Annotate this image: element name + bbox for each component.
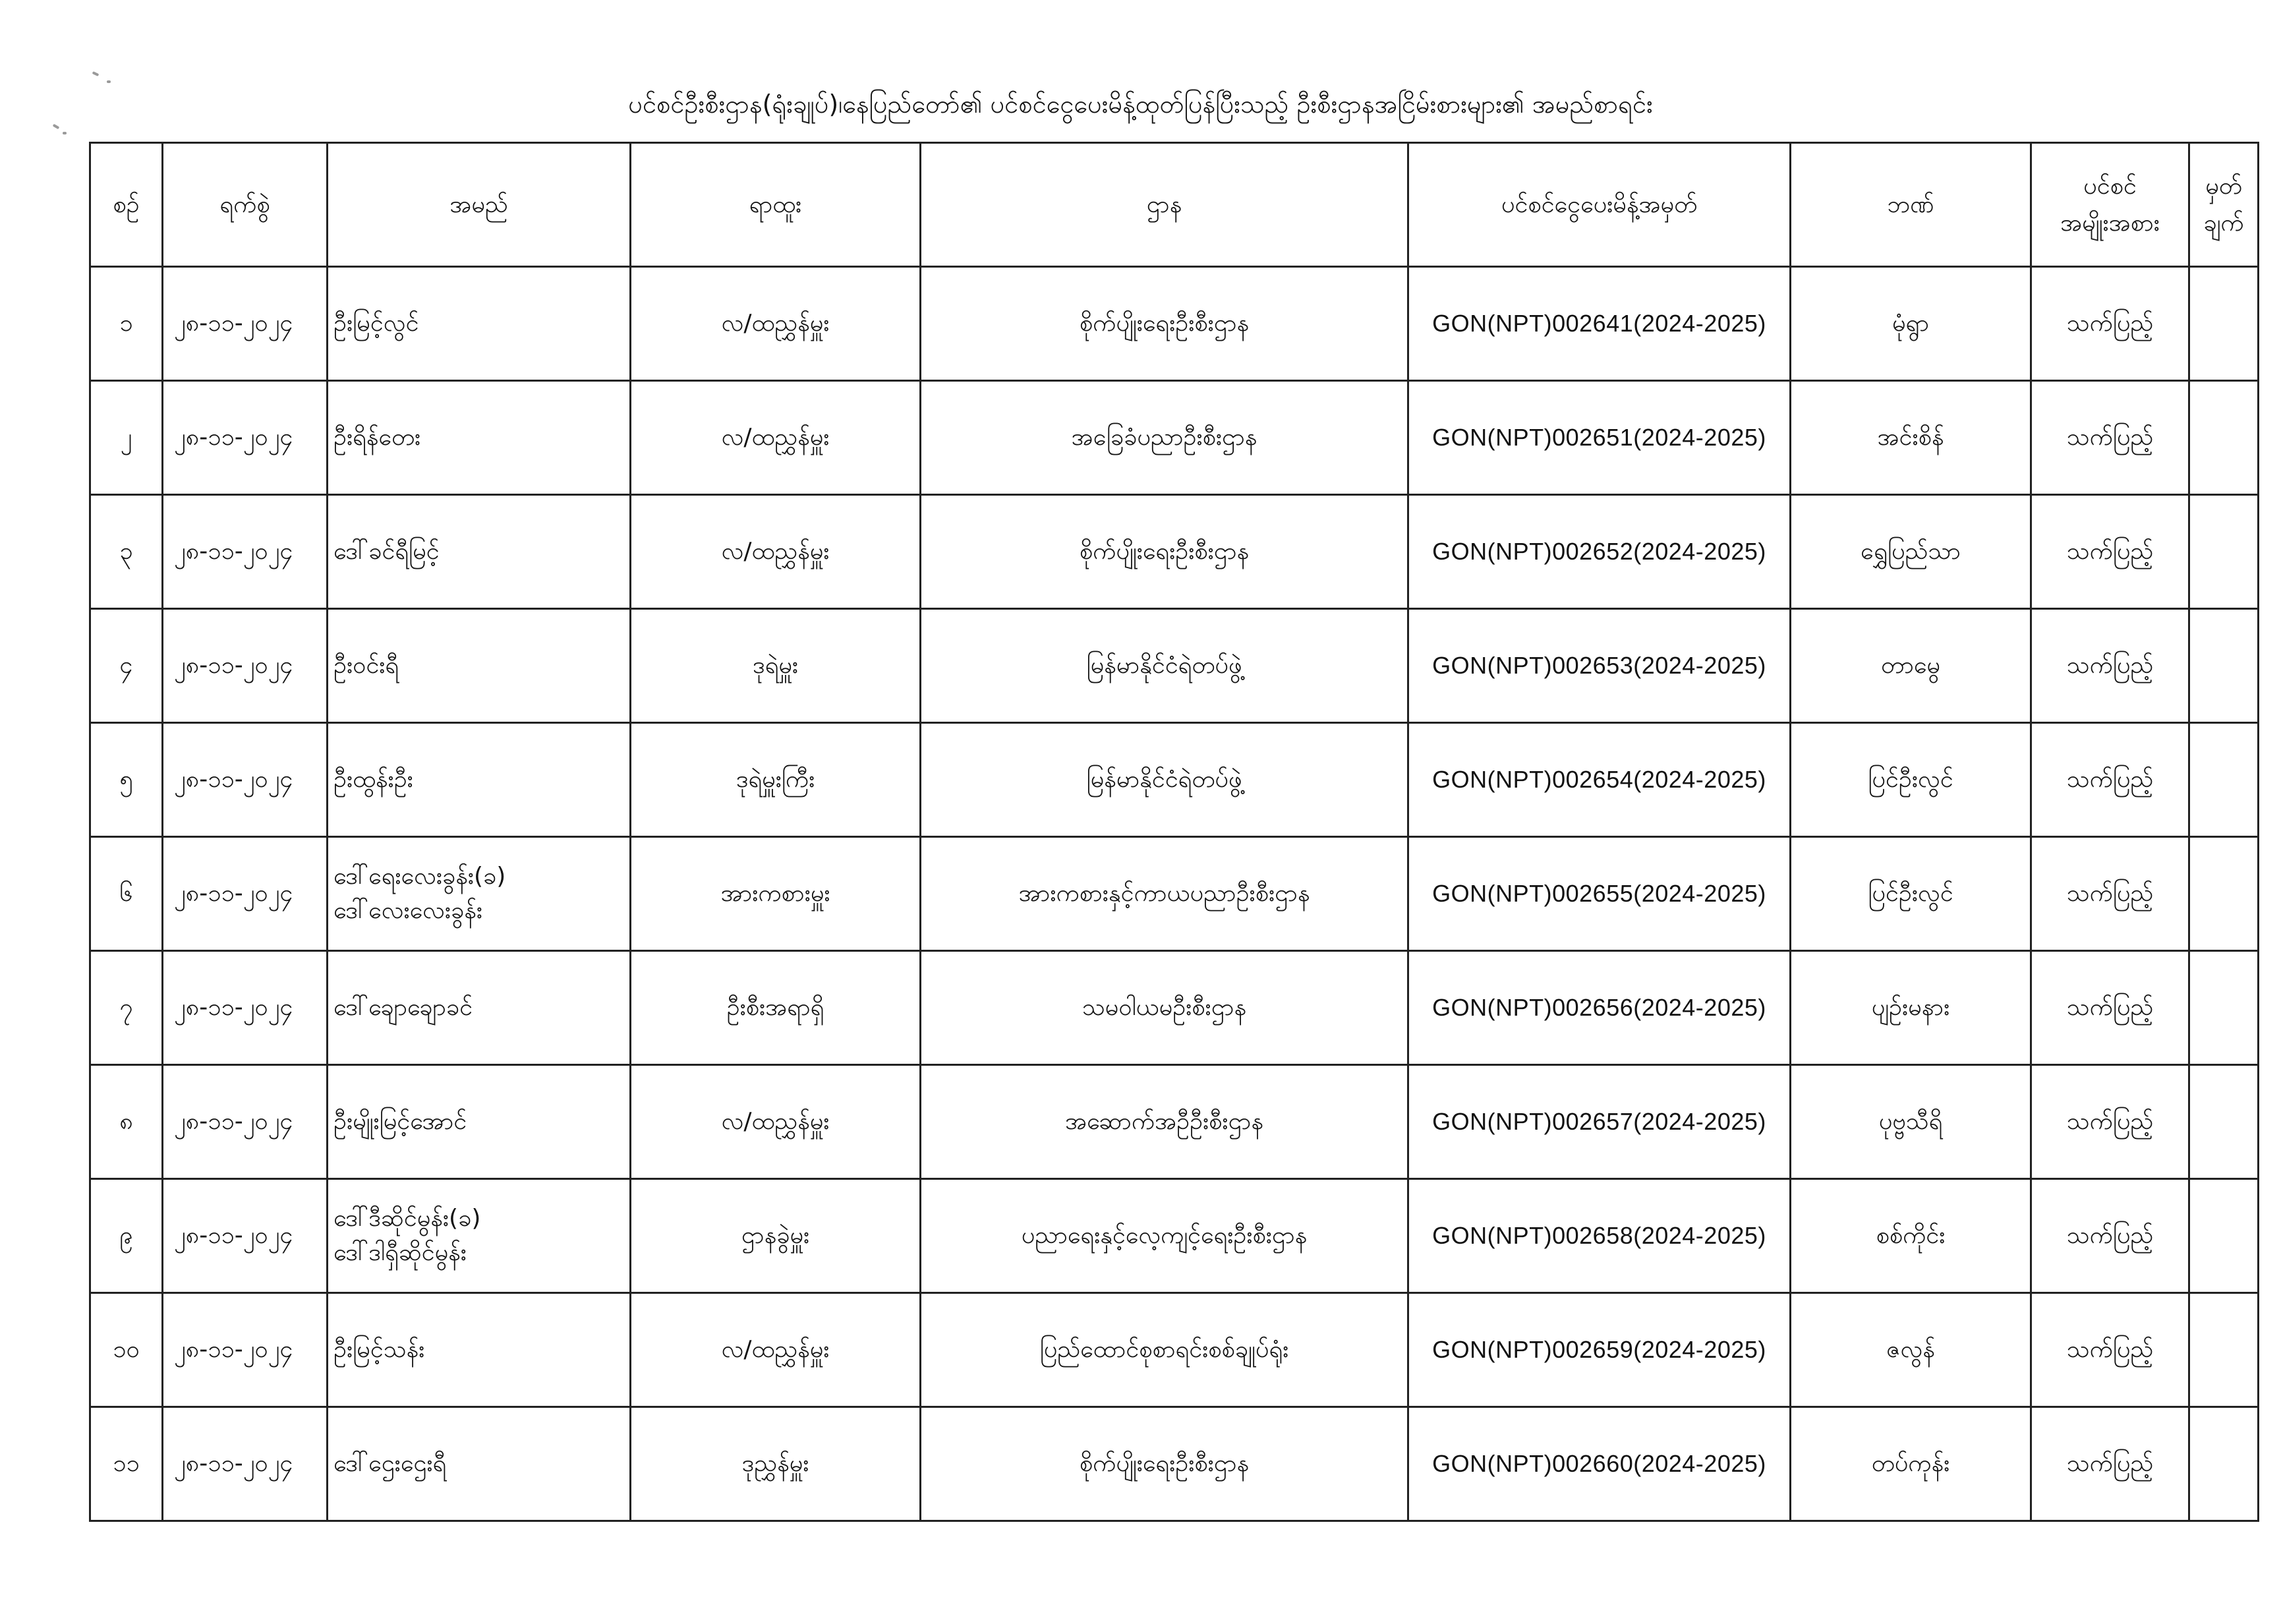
- cell-pension-type: သက်ပြည့်: [2031, 1293, 2189, 1407]
- cell-pension-type: သက်ပြည့်: [2031, 1179, 2189, 1293]
- cell-date: ၂၈-၁၁-၂၀၂၄: [163, 267, 328, 381]
- cell-name-line1: ဒေါ်ဒီဆိုင်မွန်း(ခ): [333, 1205, 481, 1232]
- cell-bank: ပြင်ဦးလွင်: [1791, 723, 2031, 837]
- cell-name: [328, 837, 631, 951]
- cell-bank: ပုဗ္ဗသီရိ: [1791, 1065, 2031, 1179]
- cell-name-line1: ဦးဝင်းရီ: [333, 652, 399, 679]
- cell-date: ၂၈-၁၁-၂၀၂၄: [163, 951, 328, 1065]
- table-row: [90, 267, 2259, 381]
- cell-remarks: [2189, 837, 2259, 951]
- cell-bank: ပျဉ်းမနား: [1791, 951, 2031, 1065]
- cell-department: စိုက်ပျိုးရေးဦးစီးဌာန: [921, 1407, 1408, 1521]
- cell-order-no: GON(NPT)002659(2024-2025): [1408, 1293, 1791, 1407]
- cell-pension-type: သက်ပြည့်: [2031, 381, 2189, 495]
- cell-pension-type: သက်ပြည့်: [2031, 609, 2189, 723]
- cell-rank: လ/ထညွှန်မှူး: [631, 267, 921, 381]
- cell-no: ၉: [90, 1179, 163, 1293]
- header-pension-type-line2: အမျိုးအစား: [2060, 209, 2160, 237]
- cell-remarks: [2189, 723, 2259, 837]
- cell-bank: မုံရွာ: [1791, 267, 2031, 381]
- cell-bank: စစ်ကိုင်း: [1791, 1179, 2031, 1293]
- header-name: အမည်: [328, 143, 631, 267]
- cell-remarks: [2189, 1293, 2259, 1407]
- cell-department: အားကစားနှင့်ကာယပညာဦးစီးဌာန: [921, 837, 1408, 951]
- table-row: [90, 1065, 2259, 1179]
- cell-remarks: [2189, 1179, 2259, 1293]
- cell-pension-type: သက်ပြည့်: [2031, 1407, 2189, 1521]
- cell-department: ပညာရေးနှင့်လေ့ကျင့်ရေးဦးစီးဌာန: [921, 1179, 1408, 1293]
- cell-no: ၁: [90, 267, 163, 381]
- cell-name: [328, 609, 631, 723]
- cell-no: ၁၀: [90, 1293, 163, 1407]
- document-title: ပင်စင်ဦးစီးဌာန(ရုံးချုပ်)၊နေပြည်တော်၏ ပင်စင်ငွေပေးမိန့်ထုတ်ပြန်ပြီးသည့် ဦးစီးဌာနအငြိမ်းစားများ၏ အမည်စာရင်း: [628, 90, 1653, 119]
- cell-name-line1: ဦးမြင့်လွင်: [333, 310, 419, 337]
- cell-date: ၂၈-၁၁-၂၀၂၄: [163, 1179, 328, 1293]
- cell-name: [328, 267, 631, 381]
- table-row: [90, 837, 2259, 951]
- cell-department: အဆောက်အဦဦးစီးဌာန: [921, 1065, 1408, 1179]
- cell-name: [328, 723, 631, 837]
- cell-pension-type: သက်ပြည့်: [2031, 837, 2189, 951]
- cell-no: ၃: [90, 495, 163, 609]
- cell-remarks: [2189, 267, 2259, 381]
- header-pension-type-line1: ပင်စင်: [2083, 172, 2137, 200]
- header-pension-type: [2031, 143, 2189, 267]
- table-row: [90, 951, 2259, 1065]
- cell-name-line1: ဦးမျိုးမြင့်အောင်: [333, 1108, 467, 1135]
- cell-rank: ဦးစီးအရာရှိ: [631, 951, 921, 1065]
- cell-no: ၄: [90, 609, 163, 723]
- cell-rank: ဒုညွှန်မှူး: [631, 1407, 921, 1521]
- cell-bank: တာမွေ: [1791, 609, 2031, 723]
- cell-date: ၂၈-၁၁-၂၀၂၄: [163, 837, 328, 951]
- cell-order-no: GON(NPT)002651(2024-2025): [1408, 381, 1791, 495]
- cell-rank: ဌာနခွဲမှူး: [631, 1179, 921, 1293]
- cell-date: ၂၈-၁၁-၂၀၂၄: [163, 1293, 328, 1407]
- cell-no: ၂: [90, 381, 163, 495]
- cell-remarks: [2189, 381, 2259, 495]
- header-no: စဉ်: [90, 143, 163, 267]
- cell-order-no: GON(NPT)002656(2024-2025): [1408, 951, 1791, 1065]
- cell-rank: အားကစားမှူး: [631, 837, 921, 951]
- cell-name: [328, 1179, 631, 1293]
- header-date: ရက်စွဲ: [163, 143, 328, 267]
- cell-no: ၆: [90, 837, 163, 951]
- table-header-row: [90, 143, 2259, 267]
- cell-date: ၂၈-၁၁-၂၀၂၄: [163, 609, 328, 723]
- cell-name: [328, 951, 631, 1065]
- table-row: [90, 1407, 2259, 1521]
- cell-rank: ဒုရဲမှူး: [631, 609, 921, 723]
- cell-department: စိုက်ပျိုးရေးဦးစီးဌာန: [921, 267, 1408, 381]
- cell-department: မြန်မာနိုင်ငံရဲတပ်ဖွဲ့: [921, 609, 1408, 723]
- cell-pension-type: သက်ပြည့်: [2031, 1065, 2189, 1179]
- cell-name: [328, 381, 631, 495]
- table-row: [90, 381, 2259, 495]
- cell-name-line1: ဒေါ်ဌေးဌေးရီ: [333, 1450, 447, 1477]
- cell-pension-type: သက်ပြည့်: [2031, 951, 2189, 1065]
- table-row: [90, 1293, 2259, 1407]
- cell-name-line1: ဦးမြင့်သန်း: [333, 1336, 425, 1363]
- cell-name-line1: ဦးထွန်းဦး: [333, 766, 413, 793]
- cell-no: ၇: [90, 951, 163, 1065]
- cell-order-no: GON(NPT)002658(2024-2025): [1408, 1179, 1791, 1293]
- pensioner-table: [89, 142, 2259, 1522]
- cell-bank: တပ်ကုန်း: [1791, 1407, 2031, 1521]
- header-bank: ဘဏ်: [1791, 143, 2031, 267]
- cell-bank: အင်းစိန်: [1791, 381, 2031, 495]
- cell-date: ၂၈-၁၁-၂၀၂၄: [163, 1065, 328, 1179]
- cell-order-no: GON(NPT)002641(2024-2025): [1408, 267, 1791, 381]
- scan-speck: [63, 132, 67, 134]
- cell-date: ၂၈-၁၁-၂၀၂၄: [163, 723, 328, 837]
- cell-date: ၂၈-၁၁-၂၀၂၄: [163, 495, 328, 609]
- cell-department: အခြေခံပညာဦးစီးဌာန: [921, 381, 1408, 495]
- cell-name-line2: ဒေါ်ဒါရှီဆိုင်မွန်း: [333, 1239, 467, 1266]
- cell-order-no: GON(NPT)002653(2024-2025): [1408, 609, 1791, 723]
- cell-remarks: [2189, 609, 2259, 723]
- header-remarks: [2189, 143, 2259, 267]
- cell-name: [328, 1293, 631, 1407]
- cell-remarks: [2189, 495, 2259, 609]
- header-rank: ရာထူး: [631, 143, 921, 267]
- cell-remarks: [2189, 1065, 2259, 1179]
- cell-department: စိုက်ပျိုးရေးဦးစီးဌာန: [921, 495, 1408, 609]
- scan-speck: [53, 124, 60, 129]
- scan-speck: [107, 80, 111, 83]
- cell-remarks: [2189, 1407, 2259, 1521]
- cell-name-line2: ဒေါ်လေးလေးခွန်း: [333, 897, 483, 924]
- cell-pension-type: သက်ပြည့်: [2031, 267, 2189, 381]
- cell-no: ၈: [90, 1065, 163, 1179]
- cell-bank: ရွှေပြည်သာ: [1791, 495, 2031, 609]
- cell-rank: လ/ထညွှန်မှူး: [631, 381, 921, 495]
- cell-name: [328, 495, 631, 609]
- cell-date: ၂၈-၁၁-၂၀၂၄: [163, 1407, 328, 1521]
- header-order-no: ပင်စင်ငွေပေးမိန့်အမှတ်: [1408, 143, 1791, 267]
- cell-bank: ပြင်ဦးလွင်: [1791, 837, 2031, 951]
- cell-department: ပြည်ထောင်စုစာရင်းစစ်ချုပ်ရုံး: [921, 1293, 1408, 1407]
- cell-order-no: GON(NPT)002657(2024-2025): [1408, 1065, 1791, 1179]
- cell-order-no: GON(NPT)002655(2024-2025): [1408, 837, 1791, 951]
- cell-name-line1: ဒေါ်ရေးလေးခွန်း(ခ): [333, 863, 506, 890]
- cell-name-line1: ဒေါ်ချောချောခင်: [333, 994, 473, 1021]
- cell-department: မြန်မာနိုင်ငံရဲတပ်ဖွဲ့: [921, 723, 1408, 837]
- cell-rank: လ/ထညွှန်မှူး: [631, 1293, 921, 1407]
- cell-order-no: GON(NPT)002660(2024-2025): [1408, 1407, 1791, 1521]
- cell-department: သမဝါယမဦးစီးဌာန: [921, 951, 1408, 1065]
- cell-date: ၂၈-၁၁-၂၀၂၄: [163, 381, 328, 495]
- scan-speck: [92, 71, 100, 76]
- table-row: [90, 495, 2259, 609]
- table-row: [90, 609, 2259, 723]
- header-remarks-line2: ချက်: [2203, 209, 2244, 237]
- cell-no: ၁၁: [90, 1407, 163, 1521]
- table-row: [90, 723, 2259, 837]
- cell-pension-type: သက်ပြည့်: [2031, 723, 2189, 837]
- cell-bank: ဇလွန်: [1791, 1293, 2031, 1407]
- cell-name: [328, 1065, 631, 1179]
- header-remarks-line1: မှတ်: [2205, 172, 2242, 200]
- cell-name: [328, 1407, 631, 1521]
- cell-name-line1: ဒေါ်ခင်ရီမြင့်: [333, 538, 440, 565]
- cell-order-no: GON(NPT)002652(2024-2025): [1408, 495, 1791, 609]
- cell-remarks: [2189, 951, 2259, 1065]
- cell-rank: လ/ထညွှန်မှူး: [631, 495, 921, 609]
- table-row: [90, 1179, 2259, 1293]
- cell-rank: လ/ထညွှန်မှူး: [631, 1065, 921, 1179]
- header-department: ဌာန: [921, 143, 1408, 267]
- cell-rank: ဒုရဲမှူးကြီး: [631, 723, 921, 837]
- cell-name-line1: ဦးရိန်တေး: [333, 424, 421, 451]
- cell-no: ၅: [90, 723, 163, 837]
- cell-pension-type: သက်ပြည့်: [2031, 495, 2189, 609]
- cell-order-no: GON(NPT)002654(2024-2025): [1408, 723, 1791, 837]
